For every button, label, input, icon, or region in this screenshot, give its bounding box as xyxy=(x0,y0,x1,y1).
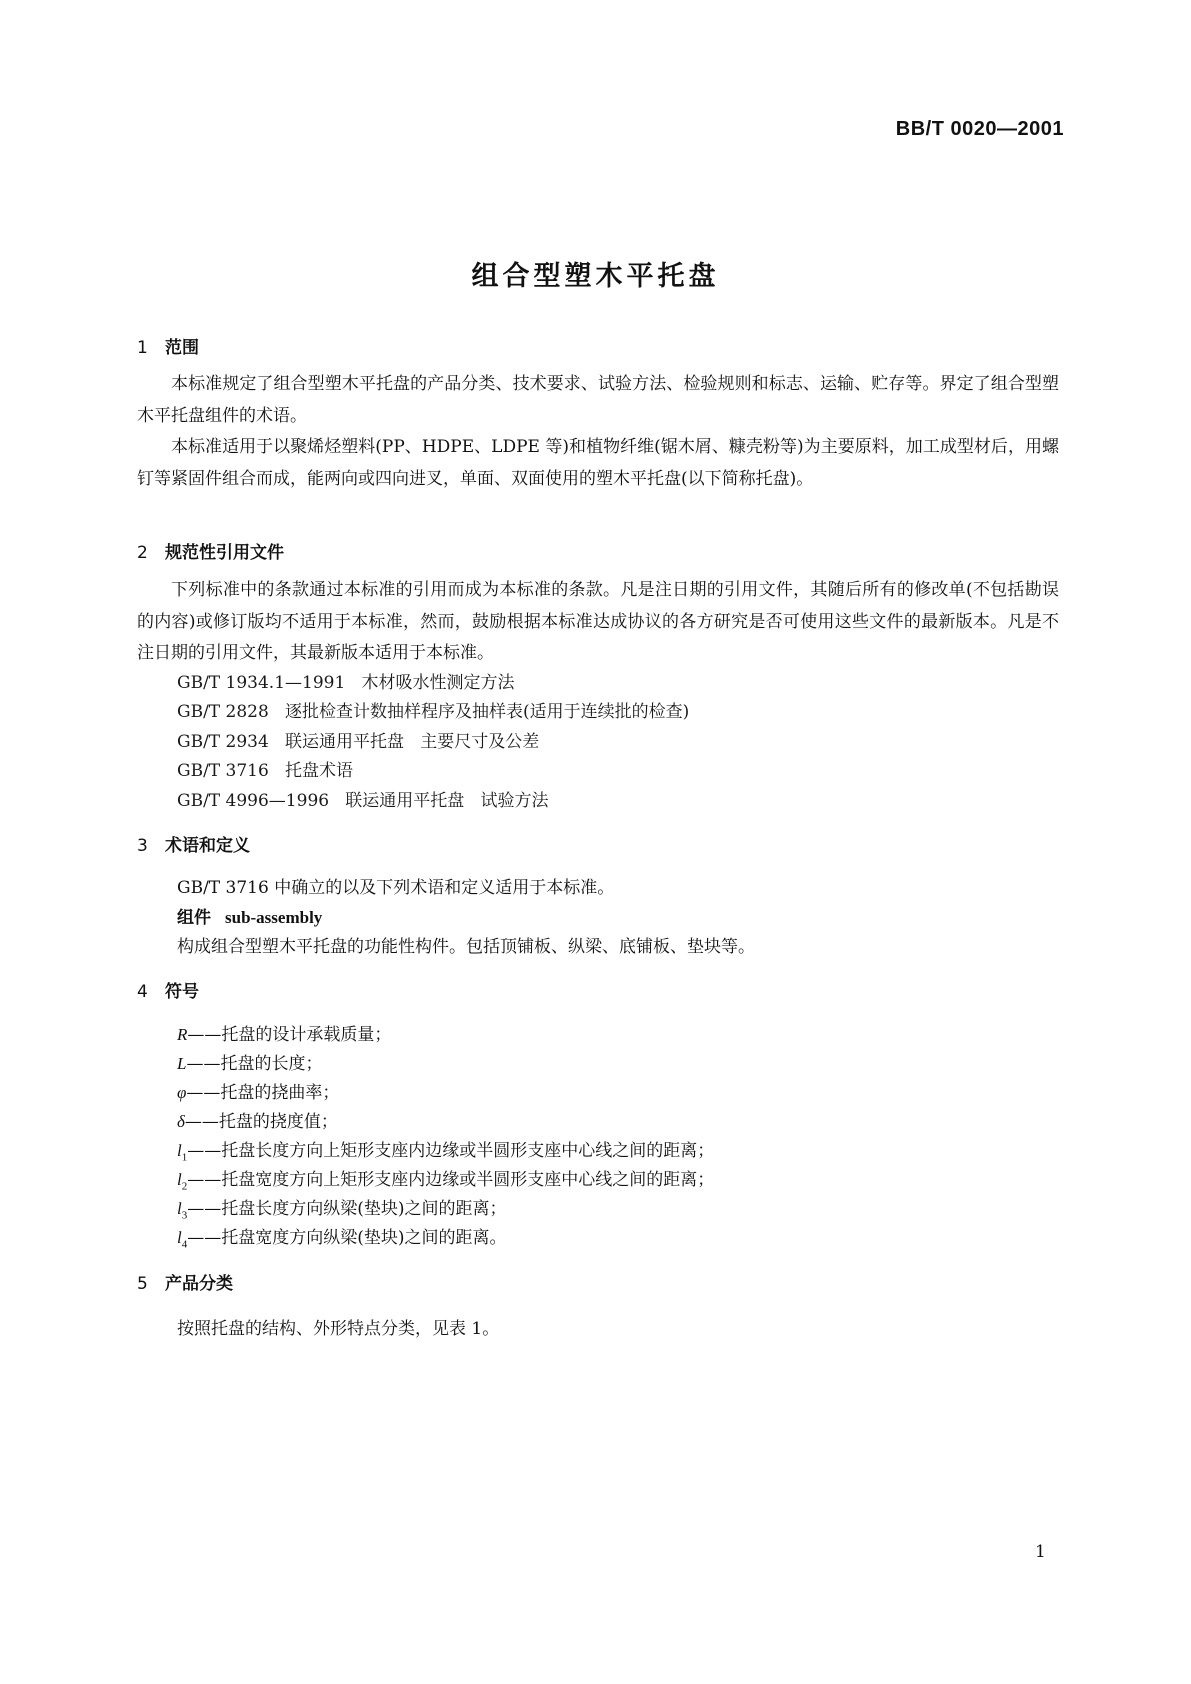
section-title: 规范性引用文件 xyxy=(165,543,284,563)
paragraph: 本标准适用于以聚烯烃塑料(PP、HDPE、LDPE 等)和植物纤维(锯木屑、糠壳粉等)为主要原料，加工成型材后，用螺钉等紧固件组合而成，能两向或四向进叉，单面、双面使用的塑木平托盘(以下简称托盘)。 xyxy=(137,437,1059,489)
section-number: 4 xyxy=(137,982,148,1002)
section-1-heading xyxy=(137,333,199,358)
symbol-description: ——托盘的挠曲率； xyxy=(186,1083,340,1103)
symbol: φ xyxy=(177,1083,187,1102)
document-title: 组合型塑木平托盘 xyxy=(471,261,720,292)
reference-item: GB/T 4996—1996 联运通用平托盘 试验方法 xyxy=(177,791,549,811)
symbol: $l_1$ xyxy=(177,1141,188,1164)
symbol-subscript: 2 xyxy=(181,1180,188,1193)
term-entry xyxy=(177,903,322,928)
term-english: sub-assembly xyxy=(225,908,323,927)
term-definition: 构成组合型塑木平托盘的功能性构件。包括顶铺板、纵梁、底铺板、垫块等。 xyxy=(177,937,755,957)
symbol-subscript: 3 xyxy=(181,1209,188,1222)
symbol: $l_2$ xyxy=(177,1170,188,1193)
section-number: 5 xyxy=(137,1274,148,1294)
section-number: 2 xyxy=(137,543,148,563)
section-3-heading xyxy=(137,831,250,856)
terms-intro: GB/T 3716 中确立的以及下列术语和定义适用于本标准。 xyxy=(177,878,615,898)
paragraph: 下列标准中的条款通过本标准的引用而成为本标准的条款。凡是注日期的引用文件，其随后所有的修改单(不包括勘误的内容)或修订版均不适用于本标准，然而，鼓励根据本标准达成协议的各方研究是否可使用这些文件的最新版本。凡是不注日期的引用文件，其最新版本适用于本标准。 xyxy=(137,580,1059,663)
section-title: 术语和定义 xyxy=(165,836,250,856)
term-chinese: 组件 xyxy=(177,908,211,928)
symbol-description: ——托盘长度方向纵梁(垫块)之间的距离； xyxy=(187,1199,507,1219)
section-number: 1 xyxy=(137,338,148,358)
symbol-entry xyxy=(177,1078,339,1103)
section-1-body xyxy=(137,369,1059,495)
symbol-description: ——托盘的挠度值； xyxy=(184,1112,338,1132)
symbol: L xyxy=(177,1054,187,1073)
symbol-entry xyxy=(177,1194,507,1221)
classification-paragraph: 按照托盘的结构、外形特点分类，见表 1。 xyxy=(177,1319,500,1339)
symbol-description: ——托盘的长度； xyxy=(186,1054,323,1074)
section-number: 3 xyxy=(137,836,148,856)
symbol: $l_3$ xyxy=(177,1199,188,1222)
symbol-entry xyxy=(177,1020,391,1045)
reference-item: GB/T 1934.1—1991 木材吸水性测定方法 xyxy=(177,673,515,693)
section-title: 产品分类 xyxy=(165,1274,233,1294)
reference-item: GB/T 2934 联运通用平托盘 主要尺寸及公差 xyxy=(177,732,540,752)
symbol-subscript: 1 xyxy=(181,1151,188,1164)
symbol-subscript: 4 xyxy=(181,1238,188,1251)
symbol-description: ——托盘的设计承载质量； xyxy=(187,1025,392,1045)
symbol-description: ——托盘宽度方向上矩形支座内边缘或半圆形支座中心线之间的距离； xyxy=(187,1170,715,1190)
symbol-entry xyxy=(177,1136,714,1163)
page-number: 1 xyxy=(1035,1542,1046,1562)
reference-item: GB/T 3716 托盘术语 xyxy=(177,761,354,781)
paragraph: 本标准规定了组合型塑木平托盘的产品分类、技术要求、试验方法、检验规则和标志、运输、贮存等。界定了组合型塑木平托盘组件的术语。 xyxy=(137,374,1059,426)
section-2-body xyxy=(137,575,1059,670)
section-5-heading xyxy=(137,1269,233,1294)
section-title: 符号 xyxy=(165,982,199,1002)
symbol: $l_4$ xyxy=(177,1228,188,1251)
symbol-description: ——托盘宽度方向纵梁(垫块)之间的距离。 xyxy=(187,1228,507,1248)
symbol-entry xyxy=(177,1107,338,1132)
symbol-entry xyxy=(177,1165,714,1192)
symbol-entry xyxy=(177,1223,507,1250)
reference-item: GB/T 2828 逐批检查计数抽样程序及抽样表(适用于连续批的检查) xyxy=(177,702,690,722)
symbol-entry xyxy=(177,1049,322,1074)
section-2-heading xyxy=(137,538,284,563)
symbol: δ xyxy=(177,1112,185,1131)
symbol-description: ——托盘长度方向上矩形支座内边缘或半圆形支座中心线之间的距离； xyxy=(187,1141,715,1161)
standard-code: BB/T 0020—2001 xyxy=(895,118,1064,140)
section-4-heading xyxy=(137,977,199,1002)
symbol: R xyxy=(177,1025,188,1044)
section-title: 范围 xyxy=(165,338,199,358)
